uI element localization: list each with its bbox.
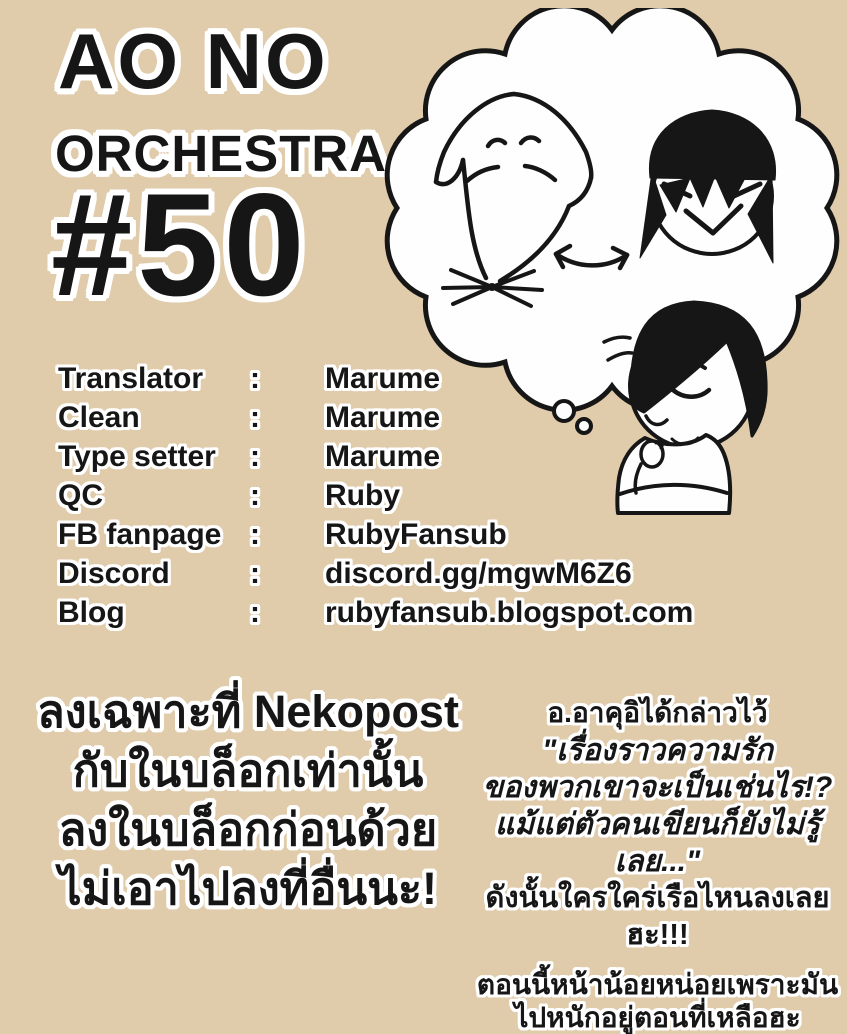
credit-separator: :: [250, 440, 260, 473]
credit-value: Marume: [325, 362, 441, 395]
notice-line: กับในบล็อกเท่านั้น: [72, 745, 424, 796]
note-quote-line: "เรื่องราวความรัก: [542, 734, 773, 767]
credits-table: [58, 364, 693, 628]
note-footnote: [468, 968, 847, 1034]
translator-note: [468, 694, 847, 1034]
notice-line: ลงเฉพาะที่ Nekopost: [37, 686, 459, 737]
credit-value: RubyFansub: [325, 518, 507, 551]
credit-separator: :: [250, 518, 260, 551]
credit-separator: :: [250, 401, 260, 434]
credit-label: Type setter: [58, 440, 216, 473]
title-line-2: ORCHESTRA: [55, 125, 388, 182]
credit-label: Translator: [58, 362, 204, 395]
notice-line: ไม่เอาไปลงที่อื่นนะ!: [58, 863, 438, 914]
title-line-1: AO NO: [58, 17, 329, 105]
credit-value: Ruby: [325, 479, 400, 512]
credit-label: FB fanpage: [58, 518, 222, 551]
credit-separator: :: [250, 557, 260, 590]
note-outro: ดังนั้นใครใคร่เรือไหนลงเลยฮะ!!!: [485, 882, 830, 951]
title-chapter-number: #50: [51, 163, 310, 326]
credit-value: Marume: [325, 401, 441, 434]
credit-value: Marume: [325, 440, 441, 473]
credit-separator: :: [250, 479, 260, 512]
credit-label: Clean: [58, 401, 140, 434]
credit-label: Discord: [58, 557, 170, 590]
credit-separator: :: [250, 596, 260, 629]
note-quote-line: ของพวกเขาจะเป็นเช่นไร!?: [482, 771, 833, 804]
credit-value: rubyfansub.blogspot.com: [325, 596, 694, 629]
credit-separator: :: [250, 362, 260, 395]
note-intro: อ.อาคุอิได้กล่าวไว้: [547, 697, 768, 728]
credit-label: Blog: [58, 596, 125, 629]
note-quote-line: แม้แต่ตัวคนเขียนก็ยังไม่รู้เลย...": [494, 808, 821, 878]
credit-label: QC: [58, 479, 103, 512]
note-footnote-line: ตอนนี้หน้าน้อยหน่อยเพราะมัน: [476, 969, 839, 1000]
notice-line: ลงในบล็อกก่อนด้วย: [58, 804, 438, 855]
credit-value: discord.gg/mgwM6Z6: [325, 557, 632, 590]
exclusivity-notice: [22, 682, 474, 918]
note-footnote-line: ไปหนักอยู่ตอนที่เหลือฮะ: [514, 1002, 801, 1033]
